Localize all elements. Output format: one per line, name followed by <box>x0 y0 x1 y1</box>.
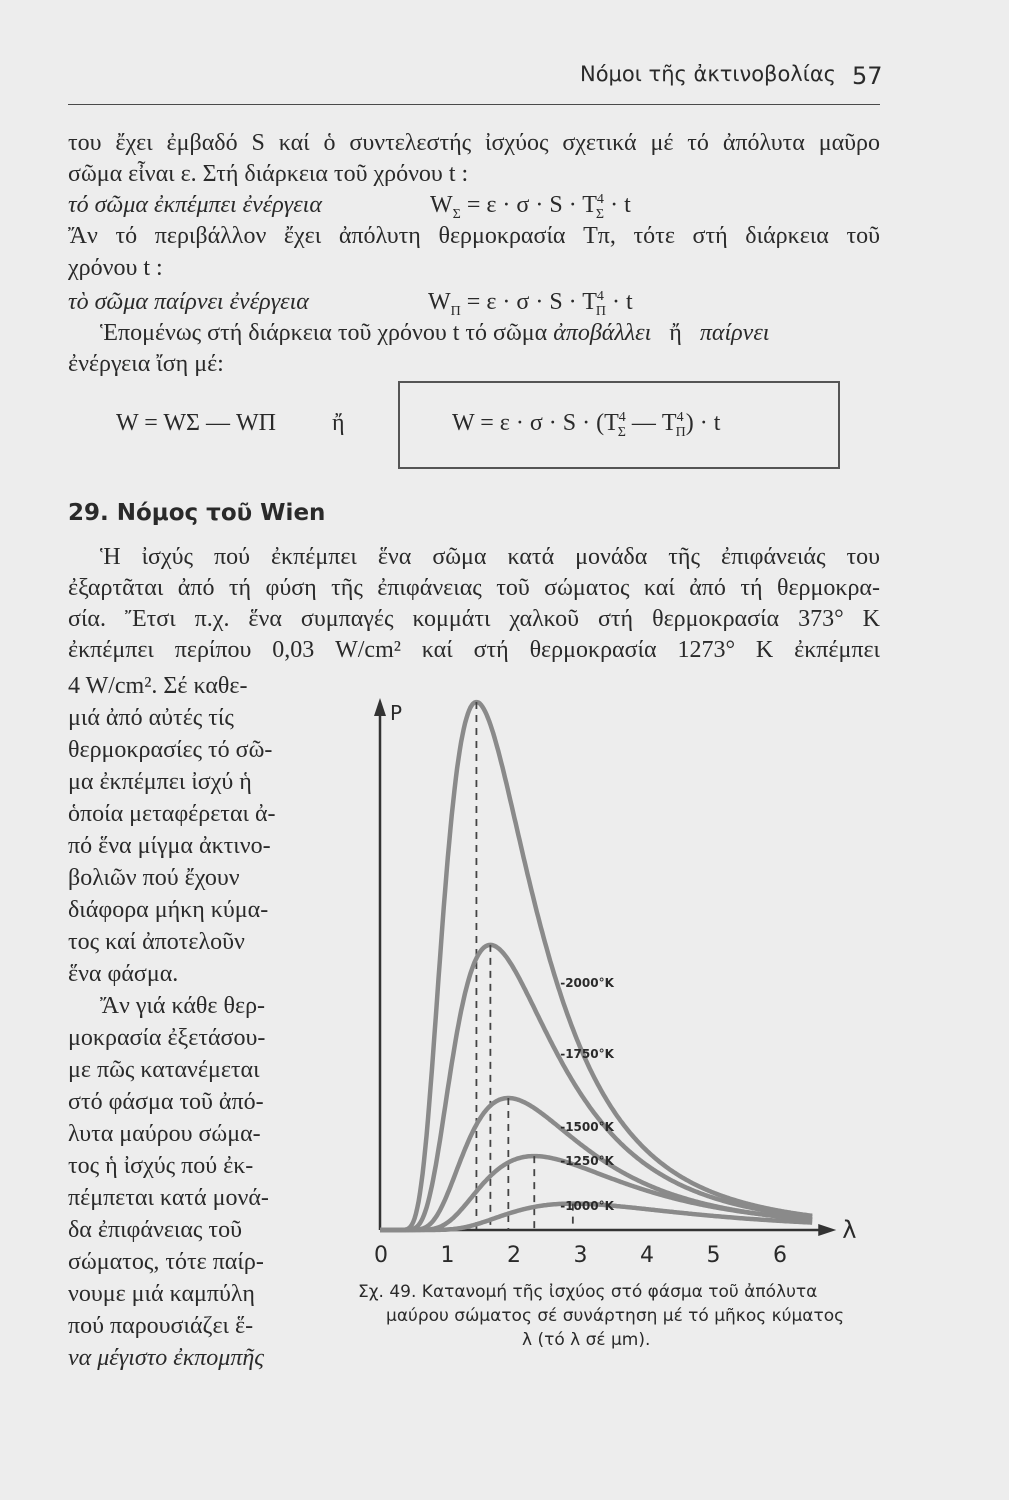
col-line: στό φάσμα τοῦ ἀπό- <box>68 1089 264 1115</box>
page-number: 57 <box>852 62 883 90</box>
eq3-left: W = WΣ — WΠ <box>116 410 276 436</box>
col-line: δα ἐπιφάνειας τοῦ <box>68 1217 242 1243</box>
x-tick-label: 5 <box>706 1243 721 1268</box>
para2-line1: Ἄν τό περιβάλλον ἔχει ἀπόλυτη θερμοκρασία Tπ, τότε στή διάρκεια τοῦ <box>68 223 880 249</box>
col-line: Ἄν γιά κάθε θερ- <box>100 993 266 1019</box>
para4-line1: Ἡ ἰσχύς πού ἐκπέμπει ἕνα σῶμα κατά μονάδα τῆς ἐπιφάνειάς του <box>100 544 880 570</box>
col-line: τος ἡ ἰσχύς πού ἐκ- <box>68 1153 254 1179</box>
para4-line4: ἐκπέμπει περίπου 0,03 W/cm² καί στή θερμοκρασία 1273° K ἐκπέμπει <box>68 637 880 663</box>
caption-line2: μαύρου σώματος σέ συνάρτηση μέ τό μῆκος κύματος <box>386 1306 845 1326</box>
col-line: να μέγιστο ἐκπομπῆς <box>68 1345 265 1371</box>
col-line: 4 W/cm². Σέ καθε- <box>68 673 248 699</box>
spectrum-chart <box>350 690 870 1270</box>
col-line: πό ἕνα μίγμα ἀκτινο- <box>68 833 271 859</box>
col-line: με πῶς κατανέμεται <box>68 1057 260 1083</box>
x-tick-label: 0 <box>374 1243 388 1268</box>
eq3-boxed: $W = \varepsilon \cdot \sigma \cdot S \cdot (T^4_\Sigma$ — $T^4_\Pi) \cdot t$ <box>452 410 721 440</box>
curve-label: -1250°K <box>560 1154 614 1169</box>
col-line: ὁποία μεταφέρεται ἀ- <box>68 801 276 827</box>
col-line: τος καί ἀποτελοῦν <box>68 929 245 955</box>
chart-curves <box>380 702 812 1230</box>
col-line: πού παρουσιάζει ἕ- <box>68 1313 254 1339</box>
eq2-label: τὸ σῶμα παίρνει ἐνέργεια <box>68 289 309 315</box>
col-line: βολιῶν πού ἔχουν <box>68 865 240 891</box>
eq1-label: τό σῶμα ἐκπέμπει ἐνέργεια <box>68 192 322 218</box>
x-tick-label: 6 <box>773 1243 787 1268</box>
curve-label: -2000°K <box>560 975 614 990</box>
col-line: μιά ἀπό αὐτές τίς <box>68 705 234 731</box>
eq3-or: ἤ <box>332 410 345 436</box>
curve-label: -1500°K <box>560 1119 614 1134</box>
para2-line2: χρόνου t : <box>68 255 163 281</box>
para3-line1: Ἑπομένως στή διάρκεια τοῦ χρόνου t τό σῶμα ἀποβάλλει ἤ παίρνει <box>100 320 770 346</box>
col-line: θερμοκρασίες τό σῶ- <box>68 737 273 763</box>
x-tick-label: 1 <box>440 1243 455 1268</box>
curve-label: -1000°K <box>560 1199 614 1214</box>
col-line: διάφορα μήκη κύμα- <box>68 897 269 923</box>
running-title: Νόμοι τῆς ἀκτινοβολίας <box>580 62 836 86</box>
col-line: ἕνα φάσμα. <box>68 961 179 987</box>
para4-line2: ἐξαρτᾶται ἀπό τή φύση τῆς ἐπιφάνειας τοῦ σώματος καί ἀπό τή θερμοκρα- <box>68 575 880 601</box>
col-line: νουμε μιά καμπύλη <box>68 1281 255 1307</box>
para1-line1: του ἔχει ἐμβαδό S καί ὁ συντελεστής ἰσχύος σχετικά μέ τό ἀπόλυτα μαῦρο <box>68 130 880 156</box>
header-rule <box>68 104 880 105</box>
x-axis-arrow <box>818 1224 836 1236</box>
curve-2000k <box>380 702 812 1230</box>
caption-line3: λ (τό λ σέ μm). <box>522 1330 651 1350</box>
curve-label: -1750°K <box>560 1046 614 1061</box>
section-heading: 29. Νόμος τοῦ Wien <box>68 500 326 526</box>
col-line: σώματος, τότε παίρ- <box>68 1249 264 1275</box>
chart-labels <box>374 701 856 1268</box>
eq2-formula: $W_\Pi = \varepsilon \cdot \sigma \cdot S \cdot T^4_\Pi \cdot t$ <box>428 289 633 319</box>
col-line: μα ἐκπέμπει ἰσχύ ἡ <box>68 769 252 795</box>
col-line: πέμπεται κατά μονά- <box>68 1185 269 1211</box>
para3-line2: ἐνέργεια ἴση μέ: <box>68 351 224 377</box>
x-tick-label: 4 <box>640 1243 654 1268</box>
y-axis-label: P <box>390 701 403 725</box>
y-axis-arrow <box>374 698 386 716</box>
x-tick-label: 2 <box>507 1243 521 1268</box>
col-line: μοκρασία ἐξετάσου- <box>68 1025 266 1051</box>
caption-line1: Σχ. 49. Κατανομή τῆς ἰσχύος στό φάσμα τοῦ ἀπόλυτα <box>358 1282 818 1302</box>
col-line: λυτα μαύρου σώμα- <box>68 1121 261 1147</box>
eq1-formula: $W_\Sigma = \varepsilon \cdot \sigma \cdot S \cdot T^4_\Sigma \cdot t$ <box>430 192 631 222</box>
para1-line2: σῶμα εἶναι ε. Στή διάρκεια τοῦ χρόνου t : <box>68 161 469 187</box>
para4-line3: σία. Ἔτσι π.χ. ἕνα συμπαγές κομμάτι χαλκοῦ στή θερμοκρασία 373° K <box>68 606 880 632</box>
x-tick-label: 3 <box>573 1243 588 1268</box>
x-axis-label: λ <box>842 1216 857 1244</box>
